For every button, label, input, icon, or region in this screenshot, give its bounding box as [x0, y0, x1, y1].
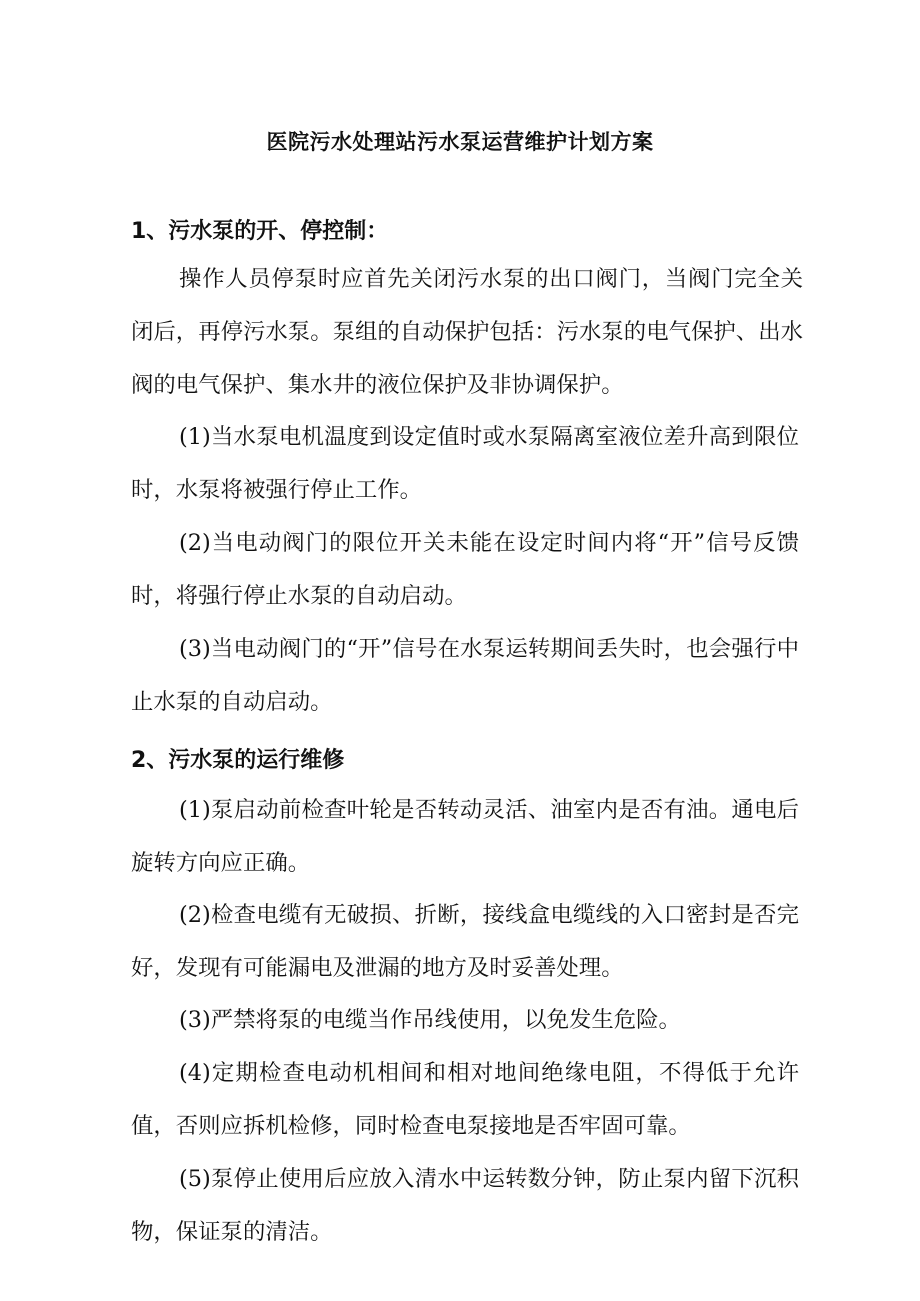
section-2-paragraph-2: (2)检查电缆有无破损、折断，接线盒电缆线的入口密封是否完好，发现有可能漏电及泄漏的地方及时妥善处理。 [131, 902, 799, 981]
section-2-paragraph-5: (5)泵停止使用后应放入清水中运转数分钟，防止泵内留下沉积物，保证泵的清洁。 [131, 1166, 799, 1245]
section-2-heading: 2、污水泵的运行维修 [131, 748, 345, 773]
section-1-paragraph-1: 操作人员停泵时应首先关闭污水泵的出口阀门，当阀门完全关闭后，再停污水泵。泵组的自动保护包括：污水泵的电气保护、出水阀的电气保护、集水井的液位保护及非协调保护。 [131, 266, 803, 398]
document-title: 医院污水处理站污水泵运营维护计划方案 [266, 130, 654, 154]
section-1-heading: 1、污水泵的开、停控制： [131, 219, 389, 244]
section-2-paragraph-1: (1)泵启动前检查叶轮是否转动灵活、油室内是否有油。通电后旋转方向应正确。 [131, 797, 799, 876]
section-2-paragraph-4: (4)定期检查电动机相间和相对地间绝缘电阻，不得低于允许值，否则应拆机检修，同时检查电泵接地是否牢固可靠。 [131, 1060, 799, 1139]
section-1-paragraph-3: (2)当电动阀门的限位开关未能在设定时间内将“开”信号反馈时，将强行停止水泵的自动启动。 [131, 530, 799, 609]
section-1-paragraph-4: (3)当电动阀门的“开”信号在水泵运转期间丢失时，也会强行中止水泵的自动启动。 [131, 636, 799, 715]
section-1-paragraph-2: (1)当水泵电机温度到设定值时或水泵隔离室液位差升高到限位时，水泵将被强行停止工作。 [131, 424, 799, 503]
section-2-paragraph-3: (3)严禁将泵的电缆当作吊线使用，以免发生危险。 [179, 1007, 681, 1033]
